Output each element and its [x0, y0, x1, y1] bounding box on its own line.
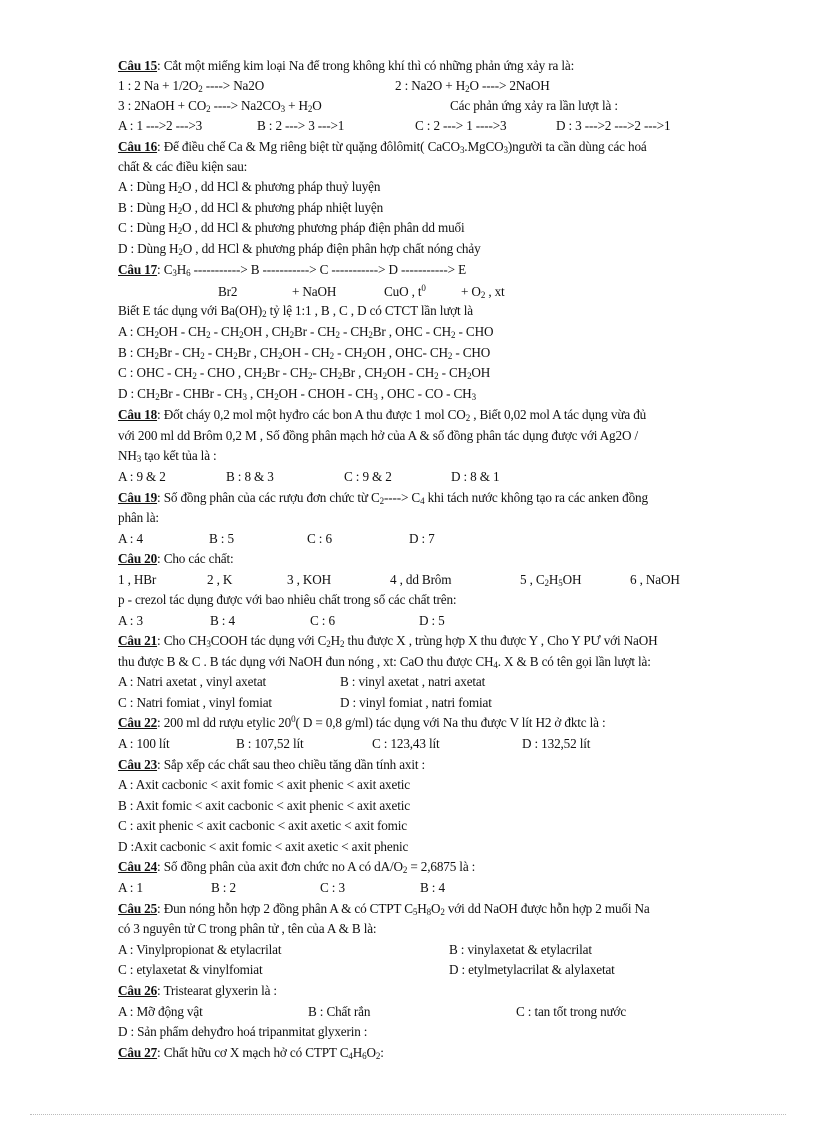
q21-stem-1: : Cho $CH_3COOH$ tác dụng với $C_2H_2$ thu được X , trùng hợp X thu được Y , Cho Y PƯ với NaOH — [157, 633, 658, 649]
q15-option-c[interactable]: C : 2 ---> 1 ---->3 — [415, 118, 507, 133]
q17-scheme: : $C_3H_6$ -----------> B -----------> C -----------> D -----------> E — [157, 262, 466, 278]
q24-stem-line — [118, 858, 475, 876]
q25-option-c[interactable]: C : etylaxetat & vinylfomiat — [118, 962, 263, 977]
q24-option-d[interactable]: B : 4 — [420, 880, 445, 895]
q16-stem-line2: chất & các điều kiện sau: — [118, 159, 248, 174]
q19-stem-1: : Số đồng phân của các rượu đơn chức từ $C_2----> C_4$ khi tách nước không tạo ra các anken đồng — [157, 490, 648, 506]
q20-label: Câu 20 — [118, 551, 158, 566]
q15-option-a[interactable]: A : 1 --->2 --->3 — [118, 118, 203, 133]
q21-option-a[interactable]: A : Natri axetat , vinyl axetat — [118, 674, 267, 689]
q16-stem-1: : Để điều chế Ca & Mg riêng biệt từ quặng đôlômit( CaCO$_3$.MgCO$_3$)người ta cần dùng các hoá — [157, 139, 647, 155]
q20-option-b[interactable]: B : 4 — [210, 613, 235, 628]
q18-option-b[interactable]: B : 8 & 3 — [226, 469, 274, 484]
q18-option-c[interactable]: C : 9 & 2 — [344, 469, 392, 484]
q27-stem: : Chất hữu cơ X mạch hở có CTPT $C_4H_6O_2$: — [157, 1045, 384, 1061]
q15-reaction-2: 2 : $Na2O + H_2O$ ----> 2NaOH — [395, 78, 550, 94]
q15-stem: : Cắt một miếng kim loại Na để trong không khí thì có những phản ứng xảy ra là: — [157, 58, 575, 73]
q18-option-d[interactable]: D : 8 & 1 — [451, 469, 500, 484]
q23-label: Câu 23 — [118, 757, 158, 772]
q17-reagent-2: + NaOH — [292, 284, 337, 299]
q24-label: Câu 24 — [118, 859, 158, 874]
q22-options — [118, 735, 718, 753]
q15-reactions-line — [118, 77, 718, 95]
q23-stem-line — [118, 756, 425, 774]
q16-option-d[interactable]: D : Dùng $H_2O$ , dd HCl & phương pháp điện phân hợp chất nóng chảy — [118, 241, 481, 257]
q26-option-b[interactable]: B : Chất rắn — [308, 1004, 371, 1019]
q26-option-c[interactable]: C : tan tốt trong nước — [516, 1004, 627, 1019]
q22-option-c[interactable]: C : 123,43 lít — [372, 736, 440, 751]
q23-option-b[interactable]: B : Axit fomic < axit cacbonic < axit phenic < axit axetic — [118, 798, 410, 813]
q19-stem-line1 — [118, 489, 648, 507]
q15-label: Câu 15 — [118, 58, 158, 73]
q20-substance-3: 3 , KOH — [287, 572, 332, 587]
q22-option-d[interactable]: D : 132,52 lít — [522, 736, 591, 751]
q16-stem-line1 — [118, 138, 647, 156]
q21-option-d[interactable]: D : vinyl fomiat , natri fomiat — [340, 695, 492, 710]
q20-substance-5: 5 , $C_2H_5OH$ — [520, 572, 582, 588]
q17-reagent-1: Br2 — [218, 284, 238, 299]
q25-option-b[interactable]: B : vinylaxetat & etylacrilat — [449, 942, 592, 957]
q26-stem: : Tristearat glyxerin là : — [157, 983, 277, 998]
q18-label: Câu 18 — [118, 407, 158, 422]
q25-label: Câu 25 — [118, 901, 158, 916]
q19-options — [118, 530, 718, 548]
q15-stem-line — [118, 57, 574, 75]
q20-substance-4: 4 , dd Brôm — [390, 572, 452, 587]
q19-stem-line2: phân là: — [118, 510, 159, 525]
q21-stem-line2: thu được B & C . B tác dụng với NaOH đun nóng , xt: CaO thu được $CH_4$. X & B có tên gọi lần lượt là: — [118, 654, 651, 670]
q26-stem-line — [118, 982, 277, 1000]
q17-stem: Biết E tác dụng với $Ba(OH)_2$ tỷ lệ 1:1 , B , C , D có CTCT lần lượt là — [118, 303, 473, 319]
q19-label: Câu 19 — [118, 490, 158, 505]
q15-reaction3-line — [118, 97, 718, 115]
q16-option-b[interactable]: B : Dùng $H_2O$ , dd HCl & phương pháp nhiệt luyện — [118, 200, 384, 216]
q21-options-ab — [118, 673, 718, 691]
q21-option-b[interactable]: B : vinyl axetat , natri axetat — [340, 674, 486, 689]
q16-label: Câu 16 — [118, 139, 158, 154]
q25-options-ab — [118, 941, 718, 959]
q21-label: Câu 21 — [118, 633, 158, 648]
q15-option-d[interactable]: D : 3 --->2 --->2 --->1 — [556, 118, 671, 133]
q20-substance-1: 1 , HBr — [118, 572, 157, 587]
q17-reagents-line — [118, 283, 718, 301]
q22-label: Câu 22 — [118, 715, 158, 730]
q18-stem-line3: $NH_3$ tạo kết tủa là : — [118, 448, 217, 464]
q27-label: Câu 27 — [118, 1045, 158, 1060]
q16-option-a[interactable]: A : Dùng $H_2O$ , dd HCl & phương pháp thuỷ luyện — [118, 179, 381, 195]
q26-options-abc — [118, 1003, 718, 1021]
q16-option-c[interactable]: C : Dùng $H_2O$ , dd HCl & phương phương pháp điện phân dd muối — [118, 220, 465, 236]
q20-substance-2: 2 , K — [207, 572, 233, 587]
q27-stem-line — [118, 1044, 384, 1062]
q23-option-c[interactable]: C : axit phenic < axit cacbonic < axit axetic < axit fomic — [118, 818, 407, 833]
q20-stem-line — [118, 550, 234, 568]
q23-option-a[interactable]: A : Axit cacbonic < axit fomic < axit phenic < axit axetic — [118, 777, 410, 792]
q17-scheme-line — [118, 261, 466, 279]
q21-option-c[interactable]: C : Natri fomiat , vinyl fomiat — [118, 695, 272, 710]
q18-stem-1: : Đốt cháy 0,2 mol một hyđro các bon A thu được 1 mol $CO_2$ , Biết 0,02 mol A tác dụng vừa đủ — [157, 407, 647, 423]
q19-option-b[interactable]: B : 5 — [209, 531, 234, 546]
q15-reaction-3: 3 : 2NaOH + $CO_2$ ----> $Na2CO_3 + H_2O$ — [118, 98, 322, 114]
q25-stem-1: : Đun nóng hỗn hợp 2 đồng phân A & có CTPT $C_5H_8O_2$ với dd NaOH được hỗn hợp 2 muối Na — [157, 901, 650, 917]
q26-option-d[interactable]: D : Sản phẩm dehyđro hoá tripanmitat glyxerin : — [118, 1024, 368, 1039]
q17-reagent-3: CuO , $t^0$ — [384, 283, 426, 299]
q26-option-a[interactable]: A : Mỡ động vật — [118, 1004, 203, 1019]
q20-option-a[interactable]: A : 3 — [118, 613, 143, 628]
q20-substance-6: 6 , NaOH — [630, 572, 680, 587]
q21-stem-line1 — [118, 632, 657, 650]
q23-option-d[interactable]: D :Axit cacbonic < axit fomic < axit axetic < axit phenic — [118, 839, 409, 854]
q19-option-c[interactable]: C : 6 — [307, 531, 332, 546]
q22-option-a[interactable]: A : 100 lít — [118, 736, 170, 751]
q20-options — [118, 612, 718, 630]
q22-option-b[interactable]: B : 107,52 lít — [236, 736, 304, 751]
q20-option-d[interactable]: D : 5 — [419, 613, 445, 628]
q24-option-c[interactable]: C : 3 — [320, 880, 345, 895]
q20-option-c[interactable]: C : 6 — [310, 613, 335, 628]
q24-option-b[interactable]: B : 2 — [211, 880, 236, 895]
q20-stem: : Cho các chất: — [157, 551, 234, 566]
q21-options-cd — [118, 694, 718, 712]
q22-stem-line — [118, 714, 606, 732]
q24-stem: : Số đồng phân của axit đơn chức no A có $dA/O_2 = 2,6875$ là : — [157, 859, 476, 875]
q25-stem-line2: có 3 nguyên tử C trong phân tử , tên của A & B là: — [118, 921, 377, 936]
q23-stem: : Sắp xếp các chất sau theo chiều tăng dần tính axit : — [157, 757, 426, 772]
page-bottom-divider — [30, 1114, 786, 1115]
q20-substances — [118, 571, 718, 589]
q18-option-a[interactable]: A : 9 & 2 — [118, 469, 166, 484]
q25-stem-line1 — [118, 900, 650, 918]
q24-options — [118, 879, 718, 897]
q15-options — [118, 117, 718, 135]
q15-reaction-1: 1 : 2 $Na + 1/2O_2$ ----> Na2O — [118, 78, 265, 94]
q17-option-a[interactable]: A : $CH_2OH - CH_2 - CH_2OH$ , $CH_2Br - CH_2 - CH_2Br$ , OHC - $CH_2$ - CHO — [118, 324, 494, 340]
q15-order-question: Các phản ứng xảy ra lần lượt là : — [450, 98, 618, 113]
q22-stem: : 200 ml dd rượu etylic $20^0$( D = 0,8 g/ml) tác dụng với Na thu được V lít H2 ở đktc là : — [157, 714, 606, 730]
q17-option-d[interactable]: D : $CH_2Br$ - CHBr - $CH_3$ , $CH_2OH$ - CHOH - $CH_3$ , OHC - CO - $CH_3$ — [118, 386, 476, 402]
q25-option-d[interactable]: D : etylmetylacrilat & alylaxetat — [449, 962, 615, 977]
q17-option-c[interactable]: C : OHC - $CH_2$ - CHO , $CH_2Br - CH_2-$ $CH_2Br$ , $CH_2OH - CH_2 - CH_2OH$ — [118, 365, 491, 381]
q25-options-cd — [118, 961, 718, 979]
q17-option-b[interactable]: B : $CH_2Br - CH_2 - CH_2Br$ , $CH_2OH - CH_2 - CH_2OH$ , OHC- $CH_2$ - CHO — [118, 345, 491, 361]
q15-option-b[interactable]: B : 2 ---> 3 --->1 — [257, 118, 345, 133]
q17-label: Câu 17 — [118, 262, 158, 277]
q24-option-a[interactable]: A : 1 — [118, 880, 143, 895]
q17-reagent-4: + $O_2$ , xt — [461, 284, 505, 300]
q18-stem-line2: với 200 ml dd Brôm 0,2 M , Số đồng phân mạch hở của A & số đồng phân tác dụng được với Ag2O / — [118, 428, 638, 443]
q25-option-a[interactable]: A : Vinylpropionat & etylacrilat — [118, 942, 282, 957]
q18-options — [118, 468, 718, 486]
q20-question: p - crezol tác dụng được với bao nhiêu chất trong số các chất trên: — [118, 592, 457, 607]
q19-option-a[interactable]: A : 4 — [118, 531, 143, 546]
q26-label: Câu 26 — [118, 983, 158, 998]
q18-stem-line1 — [118, 406, 646, 424]
q19-option-d[interactable]: D : 7 — [409, 531, 435, 546]
